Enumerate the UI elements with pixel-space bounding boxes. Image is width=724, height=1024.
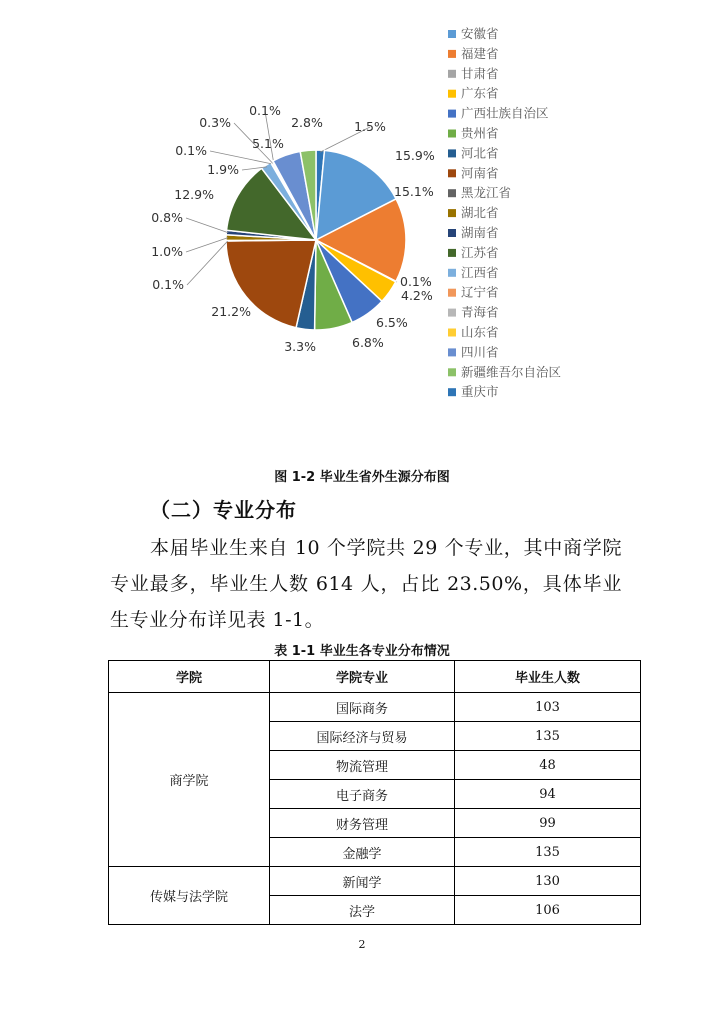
legend-swatch	[448, 289, 456, 297]
major-cell: 物流管理	[270, 751, 455, 780]
table-row	[109, 867, 641, 896]
legend-label: 重庆市	[461, 384, 499, 400]
section-heading: （二）专业分布	[150, 498, 297, 522]
legend-swatch	[448, 130, 456, 138]
legend-swatch	[448, 269, 456, 277]
slice-data-label: 0.1%	[249, 103, 281, 118]
slice-data-label: 0.1%	[152, 277, 184, 292]
slice-data-label: 0.1%	[400, 274, 432, 289]
slice-data-label: 1.9%	[207, 162, 239, 177]
pie-chart-figure	[0, 0, 724, 440]
legend-label: 青海省	[461, 304, 499, 320]
major-cell: 国际商务	[270, 693, 455, 722]
count-cell: 106	[455, 896, 641, 925]
legend-swatch	[448, 110, 456, 118]
legend-swatch	[448, 149, 456, 157]
slice-data-label: 0.3%	[199, 115, 231, 130]
legend-label: 安徽省	[461, 26, 499, 41]
count-cell: 135	[455, 722, 641, 751]
table-header-row	[109, 661, 641, 693]
slice-data-label: 1.5%	[354, 119, 386, 134]
count-cell: 135	[455, 838, 641, 867]
count-cell: 48	[455, 751, 641, 780]
legend-label: 河北省	[461, 145, 499, 161]
legend-label: 甘肃省	[461, 65, 499, 81]
slice-data-label: 15.1%	[394, 184, 434, 199]
major-cell: 新闻学	[270, 867, 455, 896]
legend-label: 贵州省	[461, 125, 499, 141]
legend-swatch	[448, 30, 456, 38]
legend-label: 山东省	[461, 324, 499, 340]
major-cell: 金融学	[270, 838, 455, 867]
legend-swatch	[448, 329, 456, 337]
table-row	[109, 693, 641, 722]
major-cell: 财务管理	[270, 809, 455, 838]
legend-label: 福建省	[461, 45, 499, 61]
slice-data-label: 6.5%	[376, 315, 408, 330]
pie-chart	[0, 0, 724, 440]
college-cell: 传媒与法学院	[109, 867, 270, 925]
slice-data-label: 5.1%	[252, 136, 284, 151]
legend-label: 新疆维吾尔自治区	[461, 364, 562, 380]
legend-swatch	[448, 169, 456, 177]
table-caption: 表 1-1 毕业生各专业分布情况	[274, 644, 450, 659]
college-cell: 商学院	[109, 693, 270, 867]
legend-label: 湖南省	[461, 225, 499, 240]
legend-swatch	[448, 368, 456, 376]
slice-data-label: 1.0%	[151, 244, 183, 259]
legend-label: 黑龙江省	[461, 185, 512, 201]
header-major: 学院专业	[270, 661, 455, 693]
legend-swatch	[448, 90, 456, 98]
legend-swatch	[448, 388, 456, 396]
legend-label: 辽宁省	[461, 284, 499, 300]
legend-swatch	[448, 189, 456, 197]
legend-label: 广西壮族自治区	[461, 105, 549, 121]
legend-swatch	[448, 50, 456, 58]
count-cell: 130	[455, 867, 641, 896]
major-cell: 国际经济与贸易	[270, 722, 455, 751]
legend-swatch	[448, 348, 456, 356]
page-number: 2	[358, 938, 366, 951]
major-cell: 法学	[270, 896, 455, 925]
legend-label: 江苏省	[461, 244, 499, 260]
legend-swatch	[448, 229, 456, 237]
header-graduate-count: 毕业生人数	[455, 661, 641, 693]
leader-line	[187, 241, 228, 285]
major-distribution-table	[108, 660, 641, 925]
legend-label: 四川省	[461, 344, 499, 360]
legend-label: 湖北省	[461, 205, 499, 221]
figure-caption: 图 1-2 毕业生省外生源分布图	[274, 470, 450, 485]
slice-data-label: 15.9%	[395, 148, 435, 163]
legend-label: 江西省	[461, 264, 499, 280]
legend-swatch	[448, 70, 456, 78]
slice-data-label: 2.8%	[291, 115, 323, 130]
count-cell: 94	[455, 780, 641, 809]
legend-label: 河南省	[461, 165, 499, 181]
leader-line	[186, 218, 228, 233]
legend-label: 广东省	[461, 85, 499, 101]
count-cell: 99	[455, 809, 641, 838]
slice-data-label: 21.2%	[211, 304, 251, 319]
slice-data-label: 12.9%	[174, 187, 214, 202]
slice-data-label: 0.1%	[175, 143, 207, 158]
major-cell: 电子商务	[270, 780, 455, 809]
header-college: 学院	[109, 661, 270, 693]
slice-data-label: 6.8%	[352, 335, 384, 350]
slice-data-label: 0.8%	[151, 210, 183, 225]
legend-swatch	[448, 309, 456, 317]
slice-data-label: 3.3%	[284, 339, 316, 354]
slice-data-label: 4.2%	[401, 288, 433, 303]
legend-swatch	[448, 209, 456, 217]
legend-swatch	[448, 249, 456, 257]
count-cell: 103	[455, 693, 641, 722]
body-paragraph: 本届毕业生来自 10 个学院共 29 个专业，其中商学院专业最多，毕业生人数 614 人，占比 23.50%，具体毕业生专业分布详见表 1-1。	[110, 537, 622, 631]
leader-line	[186, 238, 228, 252]
